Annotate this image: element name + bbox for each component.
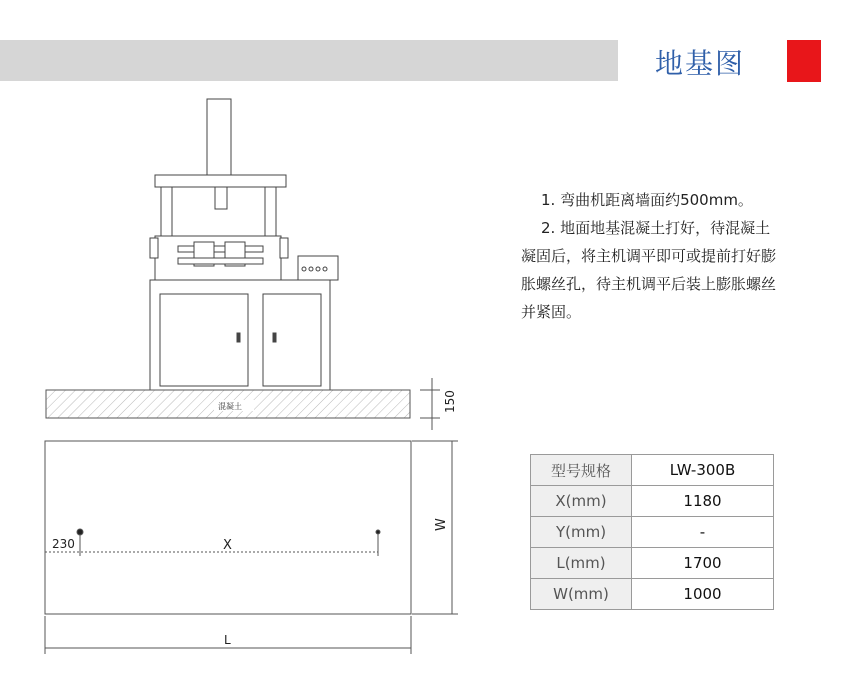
spec-label: 型号规格 — [531, 455, 632, 486]
plan-view — [45, 441, 458, 654]
spec-table — [530, 454, 774, 610]
spec-value: 1000 — [632, 579, 774, 610]
dim-x-label: X — [223, 538, 232, 553]
machine-front-view — [150, 99, 338, 390]
spec-label: W(mm) — [531, 579, 632, 610]
dim-w-label: W — [434, 518, 449, 531]
page-title: 地基图 — [655, 47, 746, 80]
spec-value: - — [632, 517, 774, 548]
spec-label: X(mm) — [531, 486, 632, 517]
dim-l-label: L — [224, 633, 231, 647]
spec-value: 1180 — [632, 486, 774, 517]
concrete-label: 混凝土 — [218, 402, 242, 411]
note-1: 1. 弯曲机距离墙面约500mm。 — [541, 191, 753, 209]
table-row — [531, 455, 774, 486]
spec-value: LW-300B — [632, 455, 774, 486]
spec-value: 1700 — [632, 548, 774, 579]
dim-230-label: 230 — [52, 537, 75, 551]
table-row — [531, 517, 774, 548]
spec-label: Y(mm) — [531, 517, 632, 548]
dim-150-label: 150 — [443, 390, 457, 413]
table-row — [531, 579, 774, 610]
note-2: 2. 地面地基混凝土打好，待混凝土凝固后，将主机调平即可或提前打好膨胀螺丝孔，待主机调平后装上膨胀螺丝并紧固。 — [521, 219, 777, 321]
table-row — [531, 548, 774, 579]
spec-label: L(mm) — [531, 548, 632, 579]
install-notes — [521, 186, 781, 326]
table-row — [531, 486, 774, 517]
